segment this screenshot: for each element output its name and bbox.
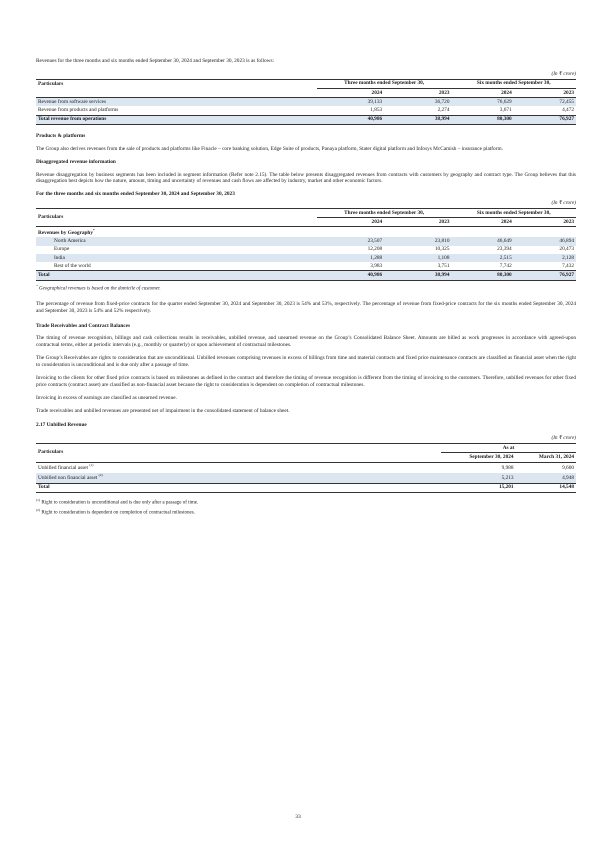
disaggregated-heading: Disaggregated revenue information	[36, 158, 116, 165]
cell-value: 76,629	[451, 98, 513, 107]
cell-value: 1,288	[317, 254, 384, 262]
table1-year-header: 2023	[563, 89, 574, 96]
total-label: Total	[36, 271, 317, 280]
cell-value: 46,649	[451, 237, 513, 245]
table1-unit: (In ₹ crore)	[551, 70, 576, 77]
cell-value: 10,325	[434, 246, 450, 253]
table2-year-header: 2023	[438, 218, 450, 225]
cell-value: 3,671	[499, 107, 512, 114]
intro-text: Revenues for the three months and six months ended September 30, 2024 and September 30, 2023 is as follows:	[36, 58, 275, 64]
table-total-row	[36, 115, 576, 124]
products-heading: Products & platforms	[36, 132, 86, 139]
total-label: Total	[38, 484, 50, 491]
table-row	[36, 462, 576, 473]
footnote-marker: (1)	[89, 463, 94, 468]
section-label: Revenues by Geography	[38, 229, 94, 236]
cell-value: 1,108	[384, 254, 451, 262]
row-label: North America	[36, 237, 317, 245]
products-text: The Group also derives revenues from the sale of products and platforms like Finacle – core banking solution, Edge Suite of products, Panaya platform, Stater digital platform and Infosys McCamish – insurance platform.	[36, 145, 503, 152]
table3-unit: (In ₹ crore)	[551, 435, 576, 442]
footnote-text: Right to consideration is unconditional and is due only after a passage of time.	[41, 500, 199, 506]
table2-footnote	[36, 284, 576, 293]
table-row	[36, 254, 576, 262]
table2-unit: (In ₹ crore)	[551, 200, 576, 207]
fixed-price-text: The percentage of revenue from fixed-price contracts for the quarter ended September 30, 2024 and September 30, 2023 is 54% and 53%, respectively. The percentage of revenue from fixed-price contracts for the six months ended September 30, 2024 and September 30, 2023 is 54% and 52% respectively.	[36, 300, 576, 314]
cell-value: 9,988	[501, 465, 514, 471]
row-label: Europe	[54, 246, 70, 253]
table1-particulars-header: Particulars	[38, 80, 64, 87]
table2-group-three-months: Three months ended September 30,	[317, 208, 452, 217]
table-row	[36, 246, 576, 254]
row-label: Revenue from software services	[36, 98, 317, 107]
unbilled-revenue-heading: 2.17 Unbilled Revenue	[36, 422, 87, 429]
trade-paragraph: The Group’s Receivables are rights to consideration that are unconditional. Unbilled revenues comprising revenues in excess of billings from time and material contracts and fixed price maintenance contracts are classified as financial asset when the right to consideration is unconditional and is due only after a passage of time.	[36, 355, 576, 369]
table3-footnote	[36, 498, 576, 507]
table3-group-as-at: As at	[441, 444, 576, 453]
cell-value: 39,133	[317, 98, 384, 107]
total-value: 80,300	[451, 115, 513, 124]
cell-value: 36,720	[384, 98, 451, 107]
page-number: 33	[295, 814, 301, 820]
table1-year-header: 2023	[438, 89, 450, 96]
total-value: 40,986	[317, 271, 384, 280]
total-value: 38,994	[384, 271, 451, 280]
table1-group-three-months: Three months ended September 30,	[317, 79, 452, 88]
cell-value: 72,455	[514, 98, 576, 107]
cell-value: 23,507	[317, 237, 384, 245]
trade-paragraph: Trade receivables and unbilled revenues are presented net of impairment in the consolidated statement of balance sheet.	[36, 407, 290, 414]
cell-value: 7,742	[499, 262, 512, 269]
total-value: 76,927	[514, 271, 576, 280]
disaggregated-text: Revenue disaggregation by business segments has been included in segment information (Refer note 2.15). The table below presents disaggregated revenues from contracts with customers by geography and contract type. The Group believes that this disaggregation best depicts how the nature, amount, timing and uncertainty of revenues and cash flows are affected by industry, market and other economic factors.	[36, 171, 576, 185]
revenue-table	[36, 79, 576, 125]
cell-value: 46,894	[514, 237, 576, 245]
table-section-row	[36, 227, 576, 238]
table-row	[36, 106, 576, 115]
table2-group-six-months: Six months ended September 30,	[451, 208, 576, 217]
table3-date-header: September 30, 2024	[469, 453, 514, 460]
footnote-marker: *	[93, 228, 95, 233]
table1-year-header: 2024	[371, 89, 383, 96]
total-value: 14,548	[559, 484, 574, 491]
trade-receivables-heading: Trade Receivables and Contract Balances	[36, 322, 131, 329]
cell-value: 3,983	[370, 262, 383, 269]
trade-paragraph: The timing of revenue recognition, billings and cash collections results in receivables, unbilled revenue, and unearned revenue on the Group’s Consolidated Balance Sheet. Amounts are billed as work progresses in accordance with agreed-upon contractual terms, either at periodic intervals (e.g., monthly or quarterly) or upon achievement of contractual milestones.	[36, 335, 576, 349]
cell-value: 4,948	[516, 473, 576, 484]
cell-value: 23,394	[497, 246, 512, 253]
table1-group-six-months: Six months ended September 30,	[451, 79, 576, 88]
geography-table	[36, 208, 576, 281]
cell-value: 7,432	[562, 262, 574, 269]
footnote-text: Right to consideration is dependent on completion of contractual milestones.	[41, 510, 195, 516]
cell-value: 23,810	[384, 237, 451, 245]
total-label: Total revenue from operations	[36, 115, 317, 124]
row-label: Rest of the world	[54, 262, 91, 269]
total-value: 80,300	[451, 271, 513, 280]
row-label: Unbilled non financial asset	[38, 475, 98, 482]
table3-footnote	[36, 508, 576, 517]
footnote-marker: (2)	[36, 507, 41, 512]
table-row	[36, 473, 576, 484]
footnote-marker: (2)	[98, 473, 103, 478]
table3-date-header: March 31, 2024	[538, 453, 574, 460]
cell-value: 2,128	[514, 254, 576, 262]
table2-year-header: 2023	[563, 218, 574, 225]
cell-value: 20,473	[559, 246, 574, 253]
cell-value: 1,853	[370, 107, 383, 114]
row-label: India	[36, 254, 317, 262]
table2-title: For the three months and six months ended September 30, 2024 and September 30, 2023	[36, 191, 235, 198]
cell-value: 2,274	[437, 107, 450, 114]
table1-year-header: 2024	[501, 89, 512, 96]
trade-paragraph: Invoicing to the clients for other fixed price contracts is based on milestones as defined in the contract and therefore the timing of revenue recognition is different from the timing of invoicing to the customers. Therefore, unbilled revenues for other fixed price contracts (contract asset) are classified as non-financial asset because the right to consideration is dependent on completion of contractual milestones.	[36, 374, 576, 388]
table-total-row	[36, 483, 576, 492]
cell-value: 3,751	[437, 262, 450, 269]
footnote-marker: (1)	[36, 497, 41, 502]
unbilled-revenue-table	[36, 443, 576, 493]
table-row	[36, 262, 576, 271]
footnote-marker: *	[36, 283, 38, 288]
table-total-row	[36, 271, 576, 280]
cell-value: 12,208	[367, 246, 383, 253]
trade-paragraph: Invoicing in excess of earnings are classified as unearned revenue.	[36, 394, 177, 401]
row-label: Unbilled financial asset	[38, 465, 89, 471]
total-value: 15,201	[498, 484, 514, 491]
total-value: 76,927	[514, 115, 576, 124]
table2-year-header: 2024	[371, 218, 383, 225]
cell-value: 9,600	[562, 465, 574, 471]
table2-particulars-header: Particulars	[36, 208, 317, 227]
cell-value: 5,213	[441, 473, 516, 484]
cell-value: 4,472	[562, 107, 574, 114]
total-value: 40,986	[317, 115, 384, 124]
table3-particulars-header: Particulars	[36, 444, 441, 463]
cell-value: 2,515	[451, 254, 513, 262]
footnote-text: Geographical revenues is based on the domicile of customer.	[39, 286, 161, 292]
row-label: Revenue from products and platforms	[38, 107, 119, 114]
table-row	[36, 98, 576, 107]
table-row	[36, 237, 576, 245]
document-page	[36, 58, 576, 518]
table2-year-header: 2024	[501, 218, 512, 225]
total-value: 38,994	[384, 115, 451, 124]
